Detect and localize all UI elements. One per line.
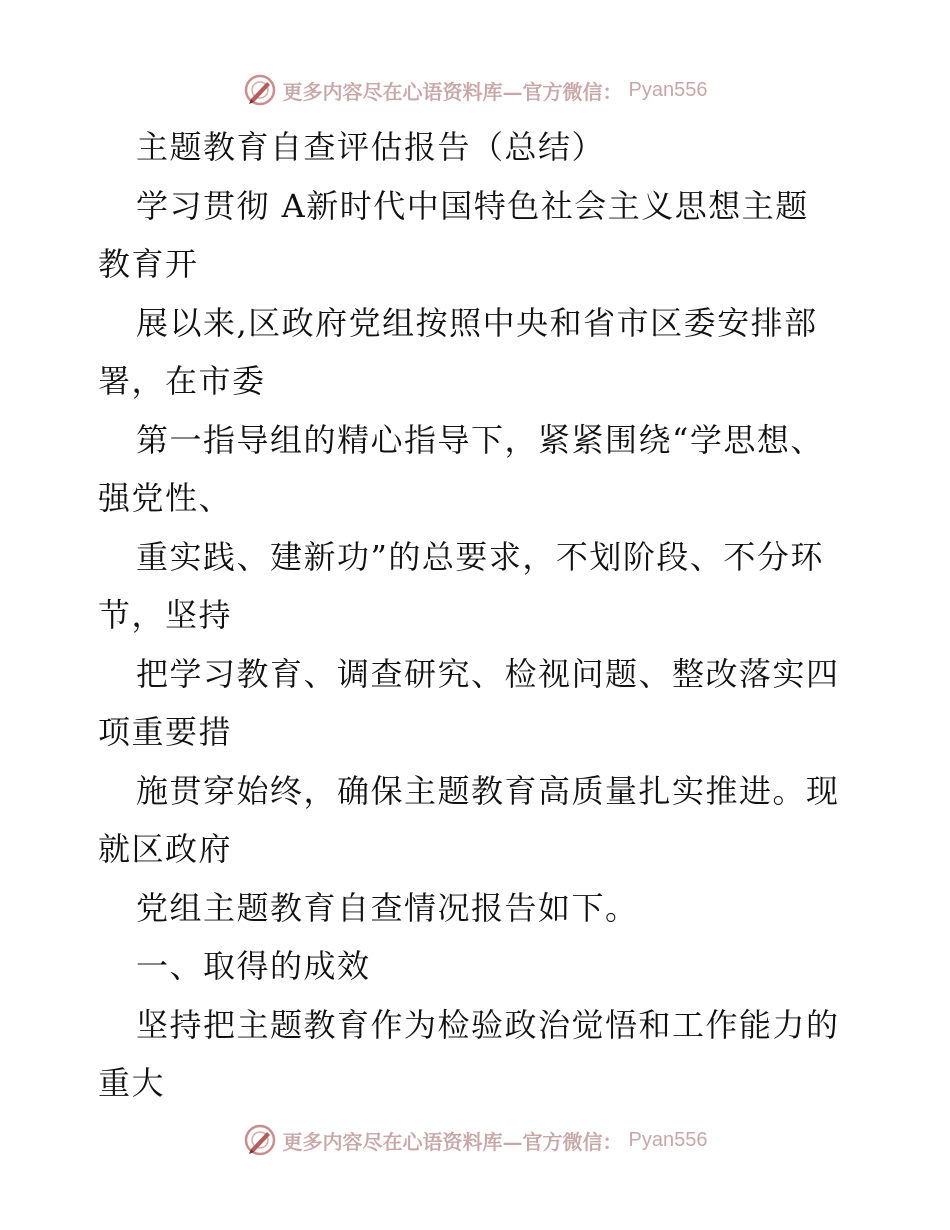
text-line: 重大: [98, 1064, 166, 1102]
footer-banner: [0, 1120, 950, 1160]
pen-logo-icon: [243, 73, 277, 107]
footer-banner-wechat-id: Pyan556: [628, 1128, 708, 1151]
text-line: 就区政府: [98, 830, 233, 868]
text-line: 一、取得的成效: [136, 947, 371, 985]
text-line: 学习贯彻 A新时代中国特色社会主义思想主题: [136, 186, 809, 225]
header-banner: [0, 70, 950, 110]
text-line: 项重要措: [98, 713, 233, 751]
pen-logo-icon: [243, 1123, 277, 1157]
text-line: 强党性、: [98, 479, 233, 517]
text-line: 第一指导组的精心指导下，紧紧围绕“学思想、: [136, 420, 824, 459]
text-line: 展以来,区政府党组按照中央和省市区委安排部: [136, 303, 818, 342]
text-line: 主题教育自查评估报告（总结）: [136, 128, 606, 166]
header-banner-text: 更多内容尽在心语资料库—官方微信：: [282, 79, 623, 104]
text-line: 党组主题教育自查情况报告如下。: [136, 888, 639, 927]
text-line: 把学习教育、调查研究、检视问题、整改落实四: [136, 654, 840, 693]
footer-banner-text: 更多内容尽在心语资料库—官方微信：: [282, 1129, 623, 1154]
document-body: [98, 118, 878, 1113]
text-line: 节，坚持: [98, 596, 233, 634]
text-line: 署，在市委: [98, 362, 266, 400]
text-line: 坚持把主题教育作为检验政治觉悟和工作能力的: [136, 1005, 840, 1044]
text-line: 施贯穿始终，确保主题教育高质量扎实推进。现: [136, 771, 840, 810]
header-banner-wechat-id: Pyan556: [628, 78, 708, 101]
text-line: 重实践、建新功”的总要求，不划阶段、不分环: [136, 537, 824, 576]
text-line: 教育开: [98, 245, 199, 283]
